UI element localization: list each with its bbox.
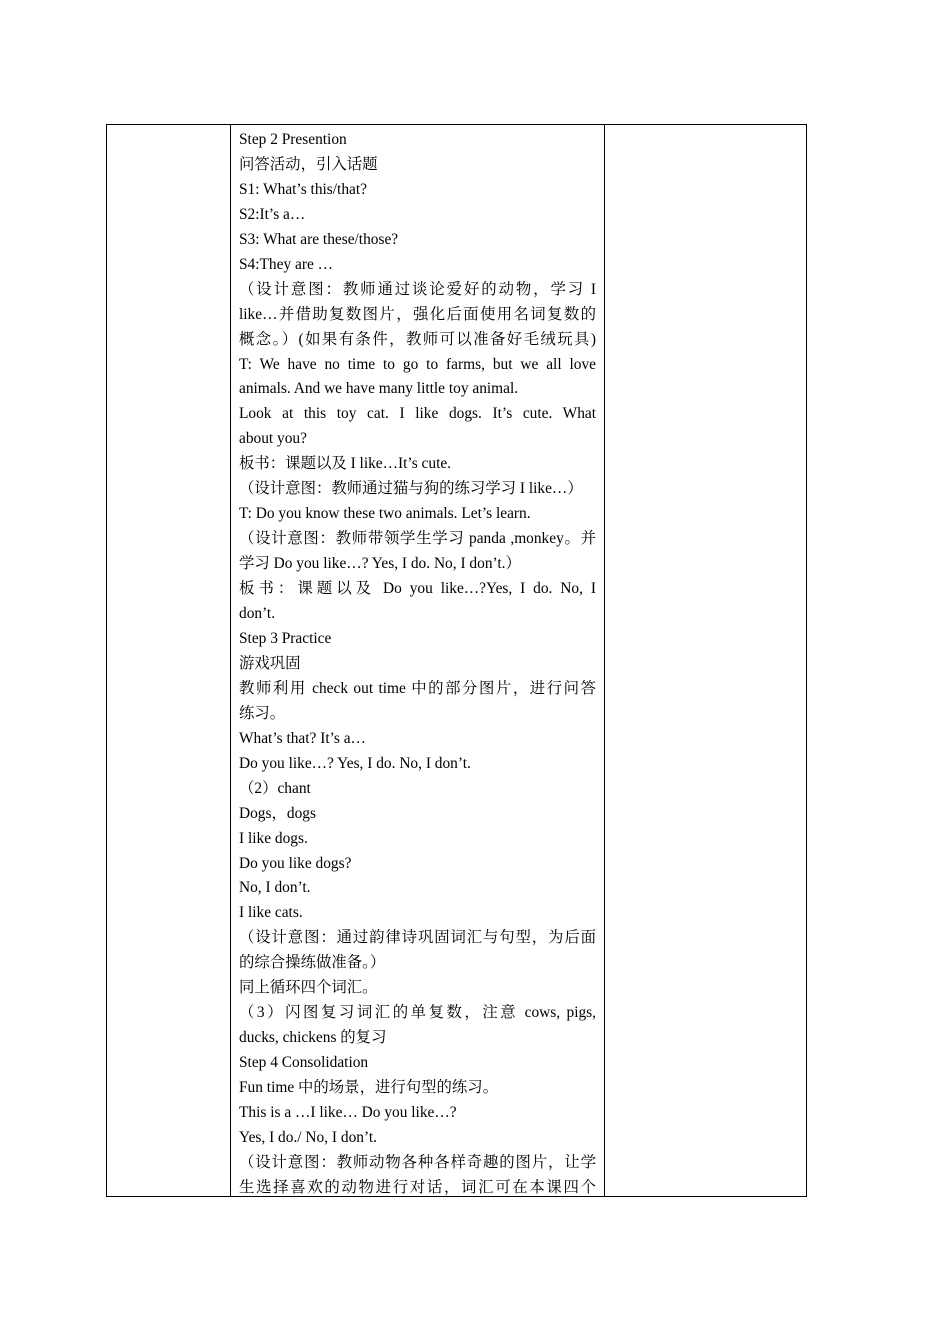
text-line: Yes, I do./ No, I don’t. <box>239 1128 377 1146</box>
text-line: 游戏巩固 <box>239 654 301 672</box>
text-line: I like dogs. <box>239 829 308 847</box>
text-line: No, I don’t. <box>239 879 311 897</box>
text-line: 板书：课题以及 Do you like…?Yes, I do. No, I <box>239 580 596 598</box>
text-line: 概念。）(如果有条件，教师可以准备好毛绒玩具) <box>239 330 596 348</box>
text-line: （3）闪图复习词汇的单复数，注意 cows, pigs, <box>239 1004 596 1022</box>
left-column-cell <box>107 125 231 1197</box>
text-line: This is a …I like… Do you like…? <box>239 1104 457 1122</box>
text-line: 问答活动，引入话题 <box>239 155 378 173</box>
lesson-plan-table <box>106 124 807 1197</box>
text-line: 学习 Do you like…? Yes, I do. No, I don’t.） <box>239 555 521 573</box>
text-line: 同上循环四个词汇。 <box>239 979 378 997</box>
text-line: Do you like…? Yes, I do. No, I don’t. <box>239 754 471 772</box>
text-line: animals. And we have many little toy animal. <box>239 380 519 398</box>
text-line: Step 3 Practice <box>239 629 332 647</box>
text-line: （设计意图：教师带领学生学习 panda ,monkey。并 <box>239 530 596 548</box>
table-row <box>107 125 807 1197</box>
text-line: S4:They are … <box>239 255 334 273</box>
text-line: T: We have no time to go to farms, but we all love <box>239 355 596 373</box>
teaching-process-content <box>231 125 604 1196</box>
text-line: （设计意图：通过韵律诗巩固词汇与句型，为后面 <box>239 929 596 947</box>
text-line: Step 4 Consolidation <box>239 1054 369 1072</box>
text-line: Step 2 Presention <box>239 131 347 148</box>
text-line: 教师利用 check out time 中的部分图片，进行问答 <box>239 679 596 697</box>
text-line: S2:It’s a… <box>239 205 306 223</box>
text-line: Fun time 中的场景，进行句型的练习。 <box>239 1079 499 1097</box>
text-line: （设计意图：教师通过猫与狗的练习学习 I like…） <box>239 480 583 498</box>
text-line: 板书：课题以及 I like…It’s cute. <box>239 455 452 473</box>
text-line: 的综合操练做准备。） <box>239 954 386 972</box>
text-line: Look at this toy cat. I like dogs. It’s cute. What <box>239 405 596 423</box>
text-line: What’s that? It’s a… <box>239 729 366 747</box>
text-line: Dogs，dogs <box>239 804 316 822</box>
text-line: don’t. <box>239 605 276 622</box>
text-line: T: Do you know these two animals. Let’s learn. <box>239 505 531 523</box>
text-line: （设计意图：教师动物各种各样奇趣的图片，让学 <box>239 1153 596 1171</box>
text-line: 练习。 <box>239 704 286 722</box>
text-line: I like cats. <box>239 904 303 922</box>
text-line: S1: What’s this/that? <box>239 180 367 198</box>
text-line: about you? <box>239 430 307 448</box>
text-line: Do you like dogs? <box>239 854 352 872</box>
teaching-process-cell <box>231 125 605 1197</box>
text-line: S3: What are these/those? <box>239 230 399 248</box>
text-line: （设计意图：教师通过谈论爱好的动物，学习 I <box>239 280 596 298</box>
text-line: like…并借助复数图片，强化后面使用名词复数的 <box>239 305 596 323</box>
right-column-cell <box>605 125 807 1197</box>
text-line: （2）chant <box>239 779 311 797</box>
text-line: 生选择喜欢的动物进行对话，词汇可在本课四个 <box>239 1178 596 1196</box>
text-line: ducks, chickens 的复习 <box>239 1029 387 1047</box>
